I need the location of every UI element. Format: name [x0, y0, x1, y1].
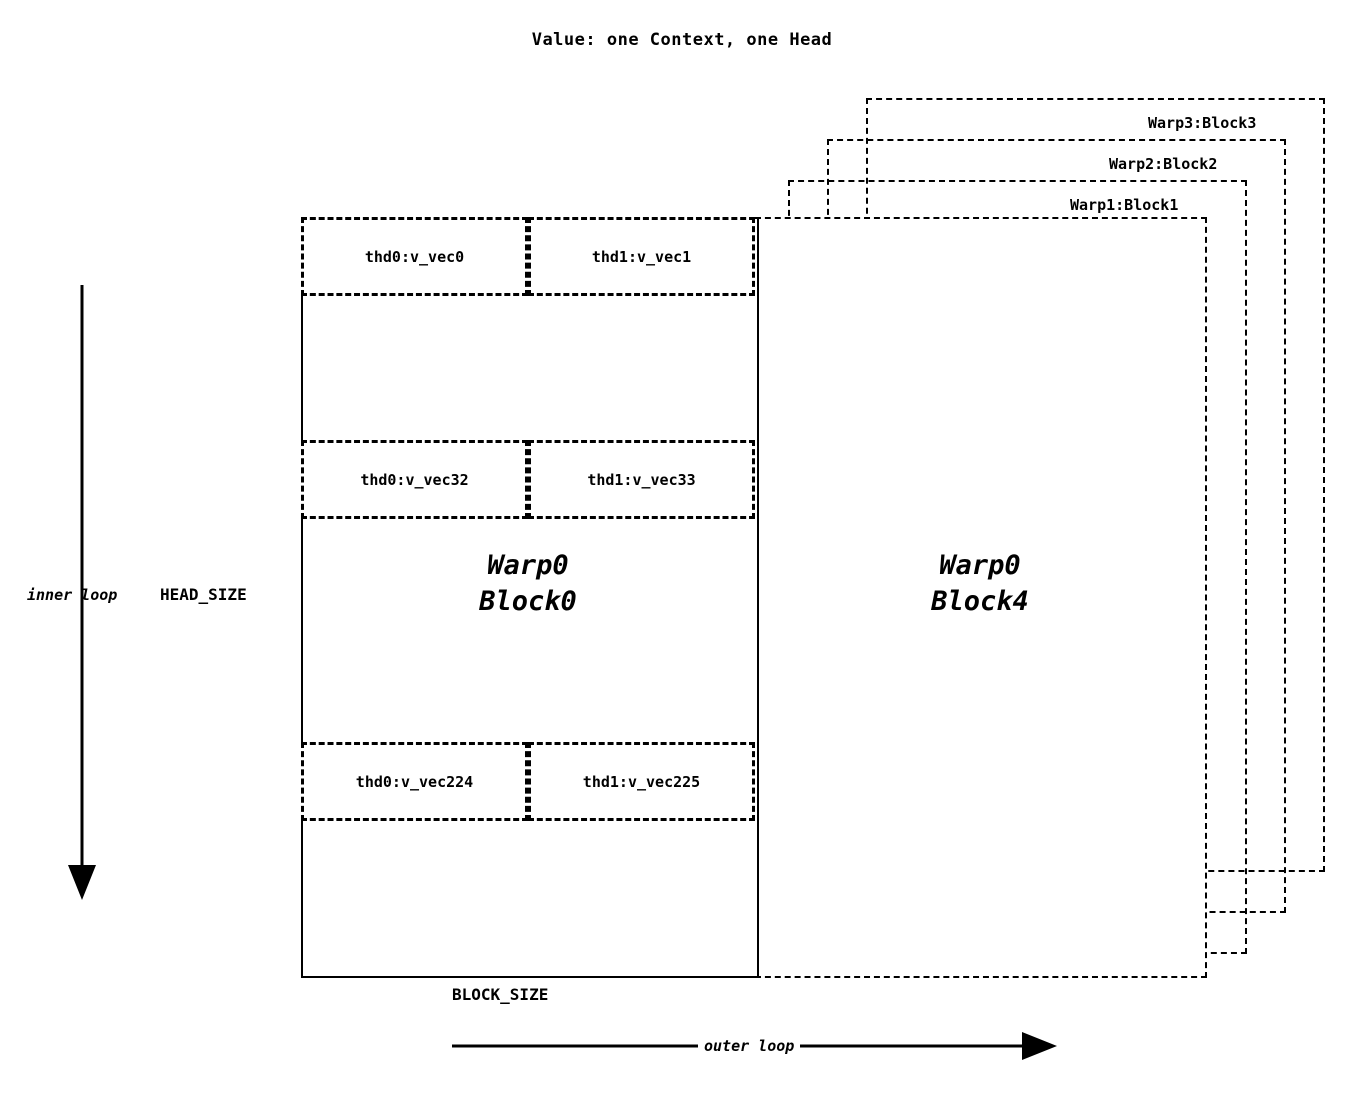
block4-block-line: Block4	[931, 586, 1029, 618]
vec-cell-row2-right: thd1:v_vec225	[528, 742, 755, 821]
block0-warp-line: Warp0	[487, 550, 569, 581]
stack-label-3: Warp3:Block3	[1148, 114, 1257, 132]
head-size-label: HEAD_SIZE	[160, 585, 247, 604]
stack-label-2: Warp2:Block2	[1109, 155, 1218, 173]
stack-label-1: Warp1:Block1	[1070, 196, 1179, 214]
block4-warp-label	[755, 548, 1205, 621]
outer-loop-label: outer loop	[698, 1037, 800, 1055]
block4-warp-line: Warp0	[939, 550, 1021, 581]
vec-cell-row1-right: thd1:v_vec33	[528, 440, 755, 519]
vec-cell-row1-left: thd0:v_vec32	[301, 440, 528, 519]
inner-loop-label: inner loop	[27, 586, 118, 604]
page-title: Value: one Context, one Head	[531, 30, 833, 50]
vec-cell-row0-right: thd1:v_vec1	[528, 217, 755, 296]
block0-block-line: Block0	[479, 586, 577, 618]
block-size-label: BLOCK_SIZE	[452, 985, 549, 1004]
vec-cell-row2-left: thd0:v_vec224	[301, 742, 528, 821]
block0-warp-label	[301, 548, 755, 621]
vec-cell-row0-left: thd0:v_vec0	[301, 217, 528, 296]
